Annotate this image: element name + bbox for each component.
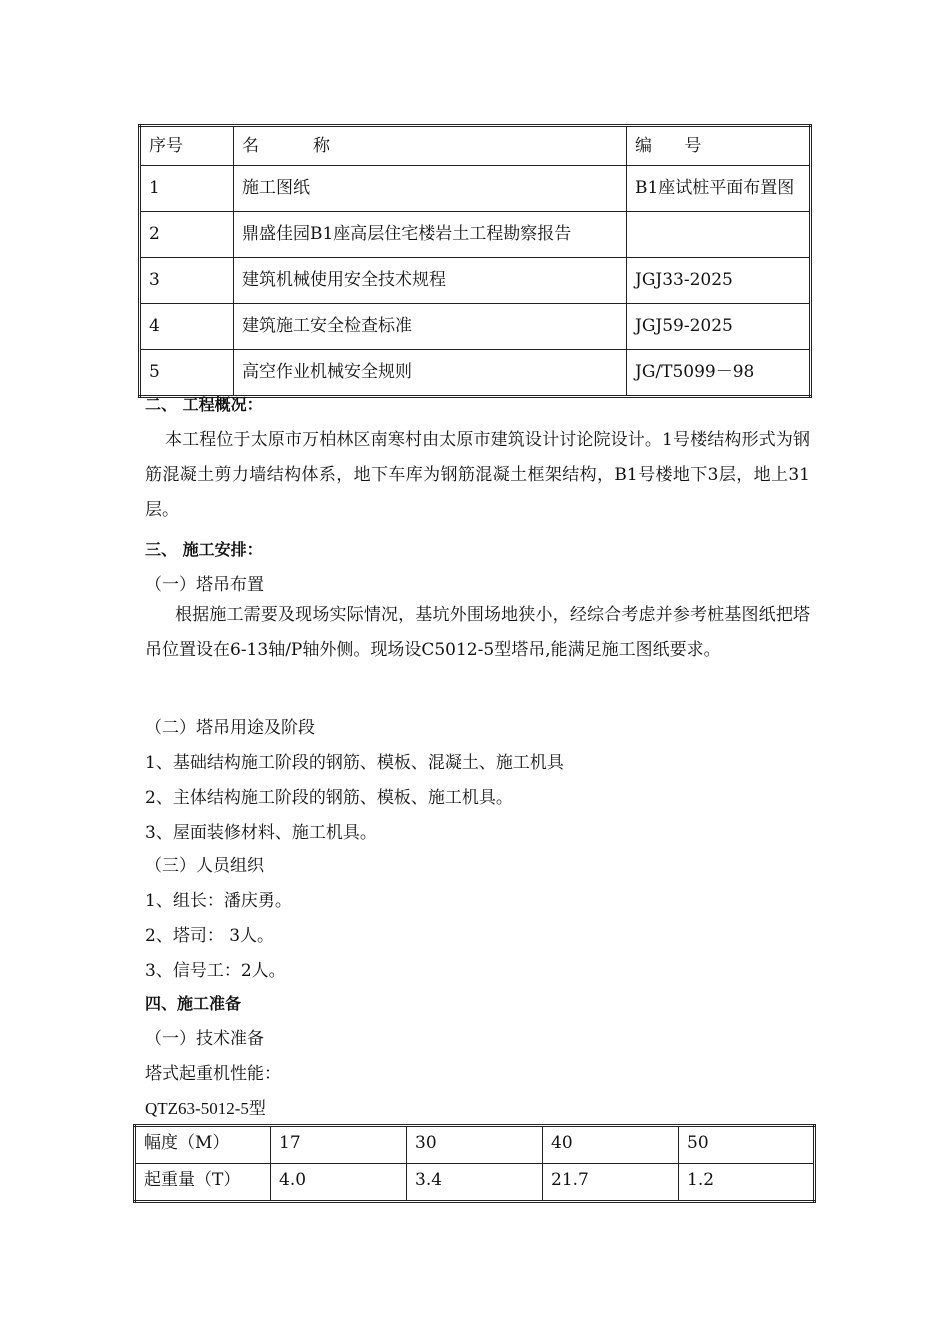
list-item: 1、基础结构施工阶段的钢筋、模板、混凝土、施工机具: [145, 753, 564, 773]
tower-crane-layout-body: 根据施工需要及现场实际情况，基坑外围场地狭小，经综合考虑并参考桩基图纸把塔吊位置设在6-13轴/P轴外侧。现场设C5012-5型塔吊,能满足施工图纸要求。: [145, 605, 810, 660]
row-name: 建筑施工安全检查标准: [234, 304, 627, 350]
table-header-row: [140, 126, 811, 166]
row-no: 1: [140, 166, 234, 212]
list-item: 2、主体结构施工阶段的钢筋、模板、施工机具。: [145, 788, 513, 808]
table-row: [140, 258, 811, 304]
row-name: 施工图纸: [234, 166, 627, 212]
header-no: 序号: [140, 126, 234, 166]
table-row: [140, 350, 811, 397]
subsection-tech-prep: （一）技术准备: [145, 1029, 264, 1049]
table-cell: 3.4: [407, 1164, 543, 1202]
crane-performance-table: [133, 1124, 816, 1203]
table-cell: 4.0: [271, 1164, 407, 1202]
list-item: 2、塔司： 3人。: [145, 926, 275, 946]
crane-performance-title: 塔式起重机性能：: [145, 1064, 281, 1084]
row-code: [627, 212, 811, 258]
subsection-tower-crane-layout: （一）塔吊布置: [145, 575, 264, 595]
header-name: 名 称: [234, 126, 627, 166]
table-row: [140, 166, 811, 212]
table-cell: 40: [543, 1126, 679, 1164]
crane-model: QTZ63-5012-5型: [145, 1099, 266, 1118]
section-4-heading: 四、施工准备: [145, 994, 242, 1013]
table-row: [135, 1164, 815, 1202]
row-code: B1座试桩平面布置图: [627, 166, 811, 212]
table-cell: 21.7: [543, 1164, 679, 1202]
section-2-heading: 二、 工程概况：: [145, 395, 263, 414]
table-row: [140, 304, 811, 350]
row-code: JG/T5099－98: [627, 350, 811, 397]
row-name: 鼎盛佳园B1座高层住宅楼岩土工程勘察报告: [234, 212, 627, 258]
subsection-crane-usage: （二）塔吊用途及阶段: [145, 718, 315, 738]
row-code: JGJ33-2025: [627, 258, 811, 304]
list-item: 1、组长：潘庆勇。: [145, 891, 292, 911]
table-cell: 1.2: [679, 1164, 815, 1202]
table-cell: 起重量（T）: [135, 1164, 271, 1202]
row-name: 高空作业机械安全规则: [234, 350, 627, 397]
subsection-personnel: （三）人员组织: [145, 856, 264, 876]
table-row: [140, 212, 811, 258]
row-no: 5: [140, 350, 234, 397]
row-no: 3: [140, 258, 234, 304]
section-3-heading: 三、 施工安排：: [145, 540, 263, 559]
reference-standards-table: [138, 124, 812, 398]
row-no: 2: [140, 212, 234, 258]
row-name: 建筑机械使用安全技术规程: [234, 258, 627, 304]
table-cell: 50: [679, 1126, 815, 1164]
section-2-body: 本工程位于太原市万柏林区南寒村由太原市建筑设计讨论院设计。1号楼结构形式为钢筋混凝土剪力墙结构体系，地下车库为钢筋混凝土框架结构，B1号楼地下3层，地上31层。: [145, 430, 810, 520]
table-cell: 幅度（M）: [135, 1126, 271, 1164]
table-cell: 17: [271, 1126, 407, 1164]
row-no: 4: [140, 304, 234, 350]
table-cell: 30: [407, 1126, 543, 1164]
list-item: 3、屋面装修材料、施工机具。: [145, 823, 377, 843]
list-item: 3、信号工：2人。: [145, 961, 286, 981]
row-code: JGJ59-2025: [627, 304, 811, 350]
table-row: [135, 1126, 815, 1164]
header-code: 编 号: [627, 126, 811, 166]
